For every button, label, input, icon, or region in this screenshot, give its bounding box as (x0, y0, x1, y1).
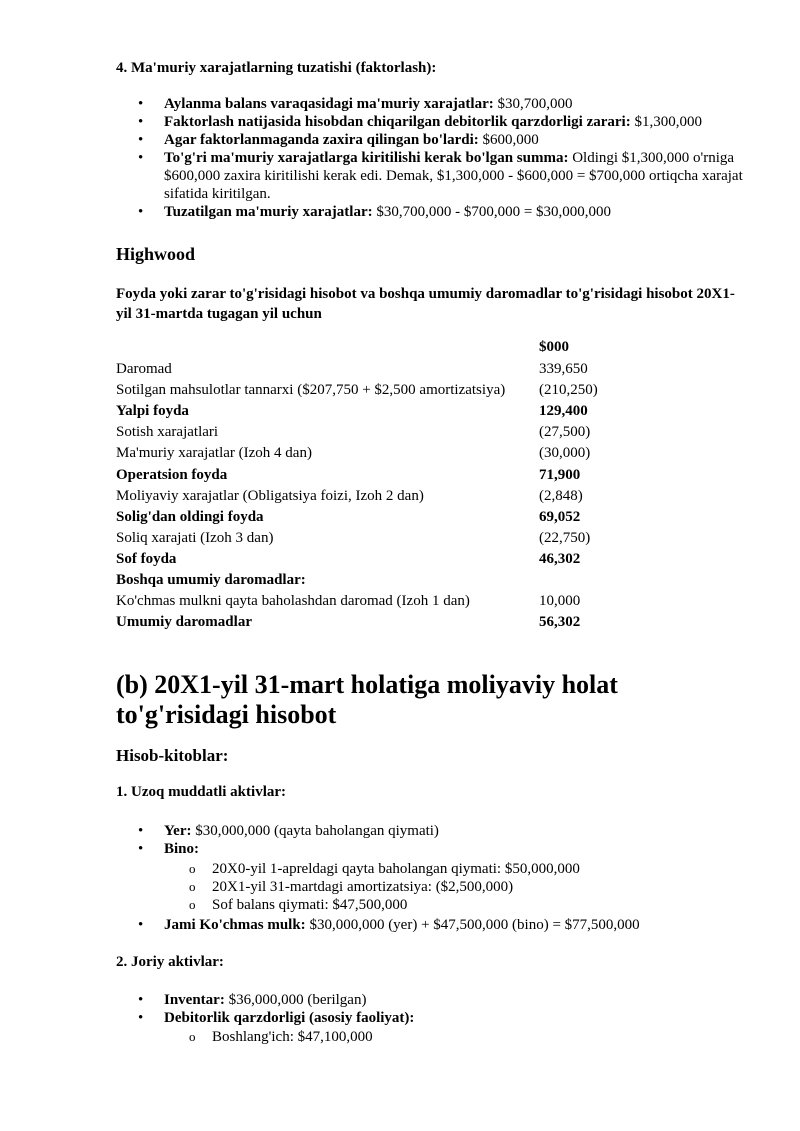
table-row (116, 486, 616, 507)
row-label: Boshqa umumiy daromadlar: (116, 572, 306, 588)
row-label: Ma'muriy xarajatlar (Izoh 4 dan) (116, 445, 312, 462)
sub1-list (116, 822, 756, 858)
row-label: Soliq xarajati (Izoh 3 dan) (116, 529, 274, 546)
row-value: 71,900 (539, 466, 581, 483)
row-label: Solig'dan oldingi foyda (116, 508, 264, 525)
company-heading: Highwood (116, 244, 196, 264)
row-label: Ko'chmas mulkni qayta baholashdan daromad (Izoh 1 dan) (116, 593, 470, 610)
sub-list-item: o 20X1-yil 31-martdagi amortizatsiya: ($2,500,000) (116, 878, 756, 896)
item-label: Inventar: (164, 992, 225, 1008)
list-item (116, 840, 756, 858)
item-label: Debitorlik qarzdorligi (asosiy faoliyat): (164, 1010, 415, 1026)
row-value: (210,250) (539, 382, 598, 399)
row-label: Umumiy daromadlar (116, 614, 252, 631)
sub-list-item: o Boshlang'ich: $47,100,000 (116, 1028, 756, 1046)
item-text: $30,000,000 (yer) + $47,500,000 (bino) = $77,500,000 (305, 917, 640, 933)
item-label: Agar faktorlanmaganda zaxira qilingan bo'lardi: (164, 132, 479, 148)
item-text: $36,000,000 (berilgan) (224, 992, 367, 1008)
row-value: 10,000 (539, 593, 581, 610)
sub1-heading: 1. Uzoq muddatli aktivlar: (116, 784, 287, 800)
row-value: (27,500) (539, 424, 591, 441)
table-row (116, 612, 616, 633)
sub2-heading: 2. Joriy aktivlar: (116, 954, 224, 970)
table-row (116, 380, 616, 401)
row-value: (22,750) (539, 529, 591, 546)
item-label: Faktorlash natijasida hisobdan chiqarilgan debitorlik qarzdorligi zarari: (164, 114, 631, 130)
list-item (116, 149, 754, 203)
list-item (116, 113, 756, 131)
table-row (116, 549, 616, 570)
item-text: $30,000,000 (qayta baholangan qiymati) (191, 823, 439, 839)
item-text: Oldingi $1,300,000 o'rniga $600,000 zaxira kiritilishi kerak edi. Demak, $1,300,000 - $600,000 = $700,000 ortiqcha xarajat sifatida kiritilgan. (164, 150, 743, 202)
table-row (116, 507, 616, 528)
row-value: 56,302 (539, 614, 581, 631)
table-row (116, 443, 616, 464)
list-item (116, 916, 756, 934)
item-label: Jami Ko'chmas mulk: (164, 917, 306, 933)
sub-list-item: o Sof balans qiymati: $47,500,000 (116, 896, 756, 914)
row-value: 129,400 (539, 403, 588, 420)
row-label: Operatsion foyda (116, 466, 228, 483)
item-text: $1,300,000 (630, 114, 702, 130)
row-label: Sof foyda (116, 550, 177, 567)
list-item (116, 991, 756, 1009)
item-text: $30,700,000 (493, 96, 573, 112)
item-text: $30,700,000 - $700,000 = $30,000,000 (372, 204, 612, 220)
section4-list (116, 95, 756, 221)
table-row (116, 359, 616, 380)
table-row (116, 570, 616, 591)
table-row (116, 465, 616, 486)
list-item (116, 822, 756, 840)
item-label: Yer: (164, 823, 192, 839)
item-label: Bino: (164, 841, 200, 857)
statement-title: Foyda yoki zarar to'g'risidagi hisobot va boshqa umumiy daromadlar to'g'risidagi hisobot 20X1-yil 31-martda tugagan yil uchun (116, 286, 735, 322)
row-label: Moliyaviy xarajatlar (Obligatsiya foizi, Izoh 2 dan) (116, 487, 424, 504)
row-value: 46,302 (539, 550, 581, 567)
receivables-sub-list (116, 1028, 756, 1046)
row-label: Yalpi foyda (116, 403, 189, 420)
column-header: $000 (539, 339, 569, 355)
part-b-heading: (b) 20X1-yil 31-mart holatiga moliyaviy holat to'g'risidagi hisobot (116, 670, 618, 729)
list-item (116, 131, 756, 149)
item-label: Aylanma balans varaqasidagi ma'muriy xarajatlar: (164, 96, 494, 112)
row-label: Daromad (116, 361, 172, 377)
building-sub-list (116, 860, 756, 914)
list-item (116, 95, 756, 113)
row-value: (30,000) (539, 445, 591, 462)
item-label: To'g'ri ma'muriy xarajatlarga kiritilishi kerak bo'lgan summa: (164, 150, 569, 166)
table-row (116, 528, 616, 549)
row-label: Sotilgan mahsulotlar tannarxi ($207,750 + $2,500 amortizatsiya) (116, 382, 506, 399)
table-row (116, 401, 616, 422)
item-text: $600,000 (478, 132, 539, 148)
sub1-total-list (116, 916, 756, 934)
row-label: Sotish xarajatlari (116, 424, 219, 441)
item-label: Tuzatilgan ma'muriy xarajatlar: (164, 204, 373, 220)
list-item (116, 203, 756, 221)
row-value: 69,052 (539, 508, 581, 525)
sub2-list (116, 991, 756, 1027)
row-value: 339,650 (539, 361, 588, 377)
section4-heading: 4. Ma'muriy xarajatlarning tuzatishi (faktorlash): (116, 60, 437, 76)
row-value: (2,848) (539, 487, 583, 504)
table-row (116, 591, 616, 612)
table-row (116, 422, 616, 443)
sub-list-item: o 20X0-yil 1-apreldagi qayta baholangan qiymati: $50,000,000 (116, 860, 756, 878)
calc-heading: Hisob-kitoblar: (116, 746, 229, 765)
list-item (116, 1009, 756, 1027)
